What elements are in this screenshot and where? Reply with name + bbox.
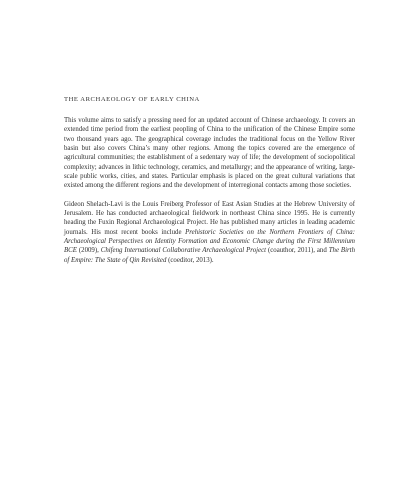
book-note-1: (2009), [76,247,101,255]
page-content [64,96,355,265]
book-title-chifeng-project: Chifeng International Collaborative Archaeological Project [100,247,267,255]
book-title-birth-of-empire: The Birth of Empire: The State of Qin Revisited [64,247,355,264]
book-note-2: (coauthor, 2011), and [266,247,329,255]
book-description: This volume aims to satisfy a pressing need for an updated account of Chinese archaeology. It covers an extended time period from the earliest peopling of China to the unification of the Chinese Empire some two thousand years ago. The geographical coverage includes the traditional focus on the Yellow River basin but also covers China’s many other regions. Among the topics covered are the emergence of agricultural communities; the establishment of a sedentary way of life; the development of sociopolitical complexity; advances in lithic technology, ceramics, and metallurgy; and the appearance of writing, large-scale public works, cities, and states. Particular emphasis is placed on the great cultural variations that existed among the different regions and the development of interregional contacts among those societies. [64,117,355,190]
author-bio-intro: Gideon Shelach-Lavi is the Louis Freiberg Professor of East Asian Studies at the Hebrew University of Jerusalem. He has conducted archaeological fieldwork in northeast China since 1995. He is currently heading the Fuxin Regional Archaeological Project. He has published many articles in leading academic journals. His most recent books include [64,200,355,236]
author-biography [64,200,355,265]
book-note-3: (coeditor, 2013). [166,256,214,264]
series-title: THE ARCHAEOLOGY OF EARLY CHINA [64,96,200,103]
book-title-prehistoric-societies: Prehistoric Societies on the Northern Frontiers of China: Archaeological Perspectives on Identity Formation and Economic Change during the First Millennium BCE [64,228,356,255]
